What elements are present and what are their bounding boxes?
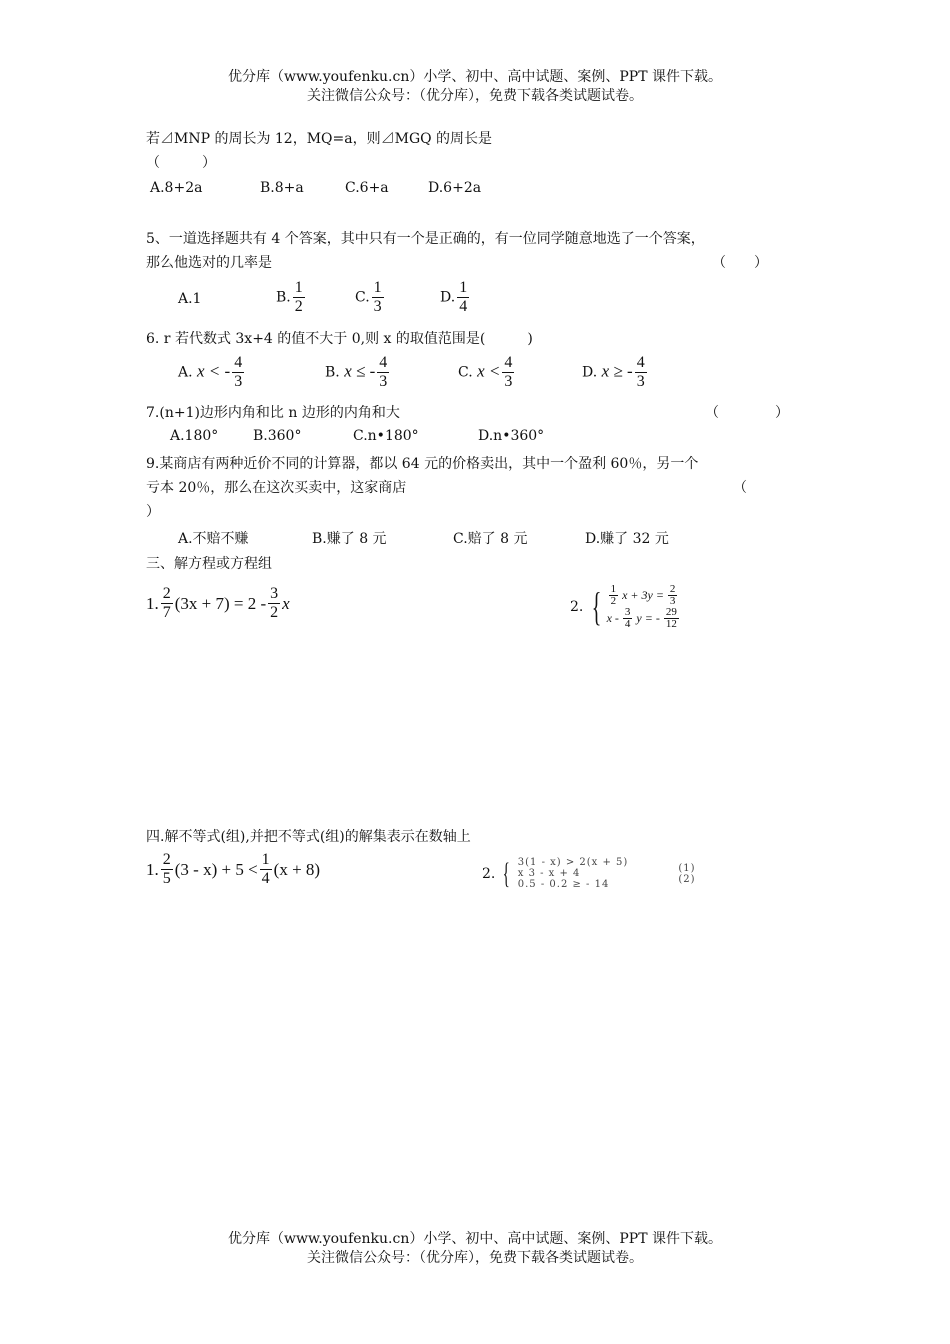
q5-option-d-numerator: 1 [459,279,468,296]
inequality-1-fraction-1 [161,851,173,888]
eq2-l2-middle: y = - [636,611,660,625]
equation-1-middle: (3x + 7) = 2 - [174,593,267,613]
q9-option-c: C.赔了 8 元 [453,531,528,547]
q6-option-d-fraction [635,354,647,391]
inequality-system-2-lines [518,857,629,890]
inequality-1-label: 1. [146,859,159,879]
q6-option-d [582,354,649,391]
q7-option-c: C.n•180° [353,428,419,444]
q6-option-b-numerator: 4 [379,354,388,371]
q4-option-c: C.6+a [345,180,389,196]
q5-option-c-label: C. [355,289,370,306]
q9-line-2: 亏本 20％，那么在这次买卖中，这家商店 [146,480,407,496]
inequality-1-tail: (x + 8) [273,859,321,879]
inequality-system-2 [482,857,695,890]
q9-paren-open: （ [733,480,747,496]
equation-1-fraction-2-num: 3 [270,585,279,602]
q6-option-c-relation: x < [477,361,501,381]
q9-line-1: 9.某商店有两种近价不同的计算器，都以 64 元的价格卖出，其中一个盈利 60％，另一个 [146,456,699,472]
eq2-l2-frac-1 [623,607,633,630]
q6-option-c-fraction [502,354,514,391]
eq2-l1-frac-1-num: 1 [610,583,617,595]
footer-line-1: 优分库（www.youfenku.cn）小学、初中、高中试题、案例、PPT 课件下载。 [227,1231,722,1247]
q6-option-a-relation: x < - [197,361,231,381]
q5-option-d-fraction [457,279,469,316]
q6-option-d-label: D. [582,364,598,381]
q6-option-a-fraction [232,354,244,391]
inequality-1-fraction-1-num: 2 [162,851,171,868]
q6-option-b-fraction [377,354,389,391]
eq2-l1-frac-2-den: 3 [669,595,676,607]
inequality-1 [146,851,320,888]
q5-line-1: 5、一道选择题共有 4 个答案，其中只有一个是正确的，有一位同学随意地选了一个答案， [146,231,705,247]
q6-option-c-denominator: 3 [504,373,513,390]
q6-option-c-numerator: 4 [504,354,513,371]
inequality-system-2-line-1: 3(1 - x) > 2(x + 5) [517,857,629,868]
section-3-title: 三、解方程或方程组 [146,556,272,572]
q7-answer-paren: （ ） [705,405,789,421]
eq2-l2-frac-2 [664,607,679,630]
q9-option-d: D.赚了 32 元 [585,531,669,547]
q9-paren-close: ） [146,504,160,520]
left-brace-icon: { [502,856,511,890]
eq2-l2-prefix: x - [606,611,619,625]
header-line-1: 优分库（www.youfenku.cn）小学、初中、高中试题、案例、PPT 课件下载。 [227,69,722,85]
q7-option-d: D.n•360° [478,428,545,444]
inequality-1-fraction-1-den: 5 [162,870,171,887]
q5-option-d-label: D. [440,289,456,306]
left-brace-icon: { [592,584,602,629]
equation-1-fraction-1 [161,585,173,622]
q6-option-a-denominator: 3 [234,373,243,390]
q9-option-b: B.赚了 8 元 [312,531,387,547]
equation-1-tail: x [282,593,290,613]
q6-option-b [325,354,391,391]
q5-option-b-numerator: 1 [294,279,303,296]
q5-option-d [440,279,471,316]
q6-option-a [178,354,246,391]
equation-system-2 [570,584,681,630]
q4-option-b: B.8+a [260,180,304,196]
inequality-system-2-tag-2: (2) [678,873,696,885]
eq2-l2-frac-2-num: 29 [665,606,677,618]
equation-1-fraction-1-num: 2 [162,585,171,602]
eq2-l2-frac-1-num: 3 [624,606,631,618]
eq2-l2-frac-2-den: 12 [665,618,677,630]
inequality-system-2-tags [678,863,695,885]
equation-1-fraction-2 [268,585,280,622]
equation-1 [146,585,290,622]
equation-1-fraction-1-den: 7 [162,604,171,621]
q5-option-b [276,279,307,316]
inequality-system-2-label: 2. [482,865,496,882]
q7-stem: 7.(n+1)边形内角和比 n 边形的内角和大 [146,405,400,421]
q5-option-c [355,279,386,316]
q6-stem: 6. r 若代数式 3x+4 的值不大于 0,则 x 的取值范围是( ) [146,331,533,347]
q4-answer-paren: （ ） [146,155,216,171]
q6-option-c [458,354,516,391]
q6-option-d-numerator: 4 [636,354,645,371]
q7-option-b: B.360° [253,428,302,444]
inequality-1-fraction-2-num: 1 [261,851,270,868]
q6-option-c-label: C. [458,364,473,381]
q5-option-c-numerator: 1 [373,279,382,296]
q6-option-a-label: A. [178,364,193,381]
eq2-l1-frac-2-num: 2 [669,583,676,595]
inequality-system-2-tag-1: (1) [678,862,696,874]
equation-1-fraction-2-den: 2 [270,604,279,621]
q5-option-d-denominator: 4 [459,298,468,315]
equation-system-2-line-1 [607,584,681,607]
q6-option-a-numerator: 4 [234,354,243,371]
inequality-1-middle: (3 - x) + 5 < [174,859,258,879]
header-line-2: 关注微信公众号：（优分库），免费下载各类试题试卷。 [307,88,643,104]
q9-option-a: A.不赔不赚 [178,531,249,547]
equation-1-label: 1. [146,593,159,613]
q6-option-b-denominator: 3 [379,373,388,390]
q5-option-c-denominator: 3 [373,298,382,315]
footer-line-2: 关注微信公众号：（优分库），免费下载各类试题试卷。 [307,1250,643,1266]
equation-system-2-line-2 [607,607,681,630]
equation-system-2-label: 2. [570,599,584,615]
inequality-1-fraction-2-den: 4 [261,870,270,887]
inequality-1-fraction-2 [260,851,272,888]
q6-option-d-denominator: 3 [636,373,645,390]
equation-system-2-body [587,584,680,630]
q5-option-a: A.1 [178,291,202,307]
q4-stem: 若⊿MNP 的周长为 12，MQ=a，则⊿MGQ 的周长是 [146,131,493,147]
eq2-l1-middle: x + 3y = [622,588,664,602]
equation-system-2-lines [607,584,681,630]
eq2-l1-frac-2 [668,584,678,607]
inequality-system-2-line-2b: 0.5 - 0.2 ≥ - 14 [517,879,610,890]
q5-option-b-label: B. [276,289,291,306]
q5-option-b-denominator: 2 [294,298,303,315]
q7-option-a: A.180° [170,428,219,444]
q4-option-a: A.8+2a [150,180,203,196]
q5-option-c-fraction [372,279,384,316]
q6-option-b-label: B. [325,364,340,381]
q5-option-b-fraction [293,279,305,316]
eq2-l1-frac-1-den: 2 [610,595,617,607]
q6-option-b-relation: x ≤ - [344,361,376,381]
q5-line-2: 那么他选对的几率是 [146,255,272,271]
eq2-l2-frac-1-den: 4 [624,618,631,630]
section-4-title: 四.解不等式(组),并把不等式(组)的解集表示在数轴上 [146,829,471,845]
eq2-l1-frac-1 [609,584,619,607]
q6-option-d-relation: x ≥ - [601,361,633,381]
inequality-system-2-line-2: x 3 - x + 4 [517,868,581,879]
q4-option-d: D.6+2a [428,180,482,196]
q5-answer-paren: （ ） [712,255,768,271]
